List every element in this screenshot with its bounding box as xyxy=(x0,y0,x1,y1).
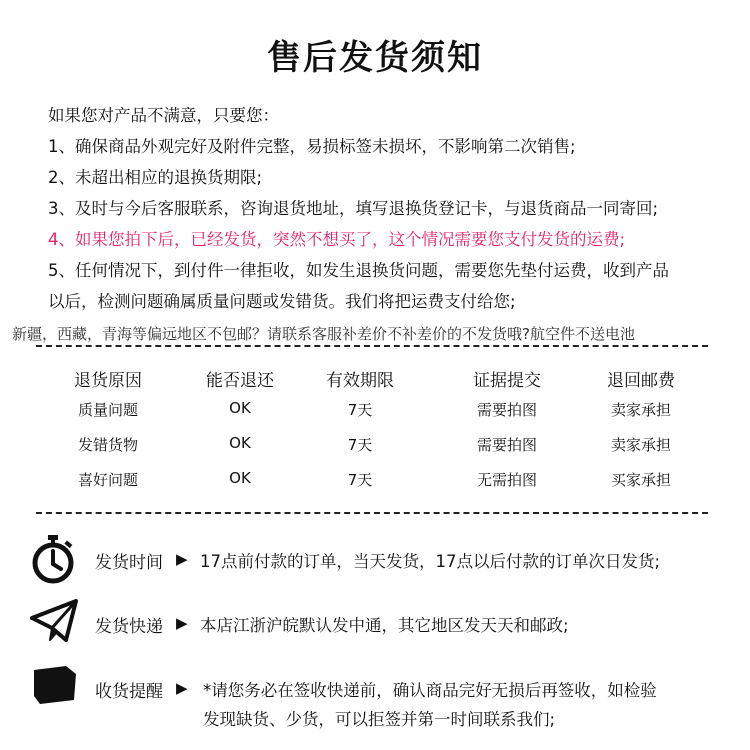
table-cell: 发错货物 xyxy=(77,436,138,454)
play-arrow-icon: ▶ xyxy=(176,614,188,632)
page-title: 售后发货须知 xyxy=(267,38,483,78)
header-shipping-fee: 退回邮费 xyxy=(607,371,675,391)
rule-3: 3、及时与今后客服联系，咨询退货地址，填写退换货登记卡，与退货商品一同寄回; xyxy=(48,199,659,218)
header-returnable: 能否退还 xyxy=(206,371,274,391)
receipt-reminder-text-continued: 发现缺货、少货，可以拒签并第一时间联系我们; xyxy=(203,710,556,729)
receipt-reminder-label: 收货提醒 xyxy=(95,682,163,702)
divider-bottom xyxy=(36,512,708,514)
table-cell: 需要拍图 xyxy=(476,401,537,419)
rule-2: 2、未超出相应的退换货期限; xyxy=(48,168,263,187)
express-text: 本店江浙沪皖默认发中通，其它地区发天天和邮政; xyxy=(200,616,569,635)
table-cell: 7天 xyxy=(347,471,373,489)
table-cell: 无需拍图 xyxy=(476,471,537,489)
table-cell: 质量问题 xyxy=(77,401,138,419)
remote-area-notice: 新疆，西藏，青海等偏远地区不包邮？请联系客服补差价不补差价的不发货哦?航空件不送电池 xyxy=(12,325,635,343)
header-reason: 退货原因 xyxy=(74,371,142,391)
play-arrow-icon: ▶ xyxy=(176,679,188,697)
rule-1: 1、确保商品外观完好及附件完整，易损标签未损坏，不影响第二次销售; xyxy=(48,137,576,156)
express-label: 发货快递 xyxy=(95,617,163,637)
header-period: 有效期限 xyxy=(326,371,394,391)
package-box-icon xyxy=(30,664,78,706)
header-evidence: 证据提交 xyxy=(473,371,541,391)
table-cell: 7天 xyxy=(347,436,373,454)
divider-top xyxy=(36,345,708,347)
intro-text: 如果您对产品不满意，只要您： xyxy=(48,106,279,125)
shipping-time-text: 17点前付款的订单，当天发货，17点以后付款的订单次日发货; xyxy=(200,552,661,571)
table-cell: OK xyxy=(229,469,251,487)
rule-4-highlight: 4、如果您拍下后，已经发货，突然不想买了，这个情况需要您支付发货的运费; xyxy=(48,230,626,249)
table-cell: 需要拍图 xyxy=(476,436,537,454)
paper-plane-icon xyxy=(30,598,78,644)
table-cell: OK xyxy=(229,434,251,452)
table-cell: 买家承担 xyxy=(610,471,671,489)
table-cell: 卖家承担 xyxy=(610,401,671,419)
table-cell: 卖家承担 xyxy=(610,436,671,454)
play-arrow-icon: ▶ xyxy=(176,550,188,568)
shipping-time-label: 发货时间 xyxy=(95,553,163,573)
stopwatch-icon xyxy=(30,534,76,584)
rule-5: 5、任何情况下，到付件一律拒收，如发生退换货问题，需要您先垫付运费，收到产品 xyxy=(48,261,669,280)
table-cell: 喜好问题 xyxy=(77,471,138,489)
table-cell: 7天 xyxy=(347,401,373,419)
table-cell: OK xyxy=(229,399,251,417)
rule-5-continued: 以后，检测问题确属质量问题或发错货。我们将把运费支付给您; xyxy=(48,292,516,311)
receipt-reminder-text: *请您务必在签收快递前，确认商品完好无损后再签收，如检验 xyxy=(203,681,657,700)
